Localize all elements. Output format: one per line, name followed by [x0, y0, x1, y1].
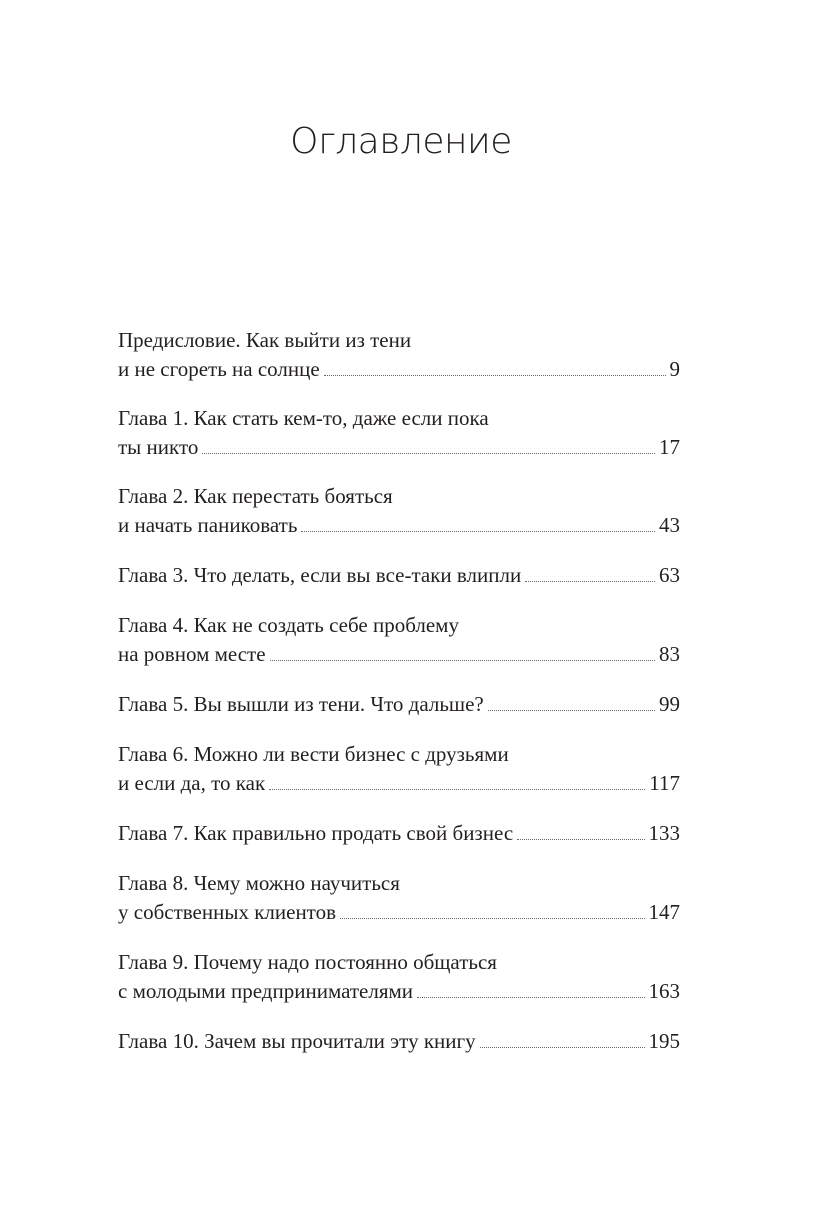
toc-entry-title-line: Предисловие. Как выйти из тени [118, 328, 412, 352]
toc-entry-row [118, 433, 680, 462]
toc-entry-row [118, 640, 680, 669]
toc-entry-title-line: Глава 3. Что делать, если вы все-таки влипли [118, 563, 522, 587]
toc-entry-title-line: и не сгореть на солнце [118, 357, 320, 381]
toc-page-number: 99 [659, 692, 680, 716]
dot-leader [202, 453, 655, 454]
toc-entry-title-line: Глава 4. Как не создать себе проблему [118, 613, 459, 637]
dot-leader [417, 997, 644, 998]
toc-entry[interactable] [118, 1027, 680, 1056]
toc-entry[interactable] [118, 611, 680, 669]
dot-leader [340, 918, 645, 919]
toc-page-number: 195 [648, 1029, 680, 1053]
dot-leader [270, 660, 655, 661]
dot-leader [301, 531, 655, 532]
toc-entry[interactable] [118, 690, 680, 719]
toc-entry-title-line: у собственных клиентов [118, 900, 336, 924]
toc-entry-title-line: Глава 1. Как стать кем-то, даже если пока [118, 406, 489, 430]
toc-entry[interactable] [118, 740, 680, 798]
toc-entry-title-line: Глава 5. Вы вышли из тени. Что дальше? [118, 692, 484, 716]
toc-entry-title-line: ты никто [118, 435, 199, 459]
toc-page-number: 9 [669, 357, 680, 381]
toc-entry-row [118, 511, 680, 540]
toc-entry[interactable] [118, 482, 680, 540]
toc-entry-row [118, 1027, 680, 1056]
toc-entry[interactable] [118, 326, 680, 384]
toc-entry[interactable] [118, 561, 680, 590]
toc-page-number: 163 [648, 979, 680, 1003]
dot-leader [269, 789, 645, 790]
toc-page-number: 133 [648, 821, 680, 845]
toc-entry-title-line: Глава 7. Как правильно продать свой бизнес [118, 821, 514, 845]
toc-entry-title-line: Глава 8. Чему можно научиться [118, 871, 400, 895]
toc-entry-title-line: и если да, то как [118, 771, 266, 795]
toc-entry[interactable] [118, 819, 680, 848]
toc-page-number: 17 [659, 435, 680, 459]
toc-page-number: 83 [659, 642, 680, 666]
toc-entry-title-line: на ровном месте [118, 642, 266, 666]
toc-page-number: 147 [648, 900, 680, 924]
dot-leader [480, 1047, 645, 1048]
toc-entry-row [118, 355, 680, 384]
dot-leader [517, 839, 644, 840]
dot-leader [525, 581, 655, 582]
toc-entry-title-line: Глава 2. Как перестать бояться [118, 484, 393, 508]
toc-entry-row [118, 690, 680, 719]
dot-leader [324, 375, 666, 376]
toc-page-number: 63 [659, 563, 680, 587]
table-of-contents [118, 326, 680, 1056]
toc-entry-row [118, 977, 680, 1006]
toc-entry-row [118, 898, 680, 927]
toc-page-number: 117 [649, 771, 680, 795]
toc-entry-title-line: Глава 6. Можно ли вести бизнес с друзьями [118, 742, 509, 766]
toc-entry-row [118, 769, 680, 798]
page-title: Оглавление [290, 121, 512, 162]
toc-entry-row [118, 819, 680, 848]
toc-entry[interactable] [118, 869, 680, 927]
toc-entry[interactable] [118, 404, 680, 462]
toc-entry-title-line: Глава 9. Почему надо постоянно общаться [118, 950, 497, 974]
toc-entry[interactable] [118, 948, 680, 1006]
toc-page-number: 43 [659, 513, 680, 537]
toc-entry-title-line: и начать паниковать [118, 513, 298, 537]
dot-leader [488, 710, 655, 711]
toc-entry-title-line: с молодыми предпринимателями [118, 979, 414, 1003]
toc-entry-title-line: Глава 10. Зачем вы прочитали эту книгу [118, 1029, 476, 1053]
toc-entry-row [118, 561, 680, 590]
